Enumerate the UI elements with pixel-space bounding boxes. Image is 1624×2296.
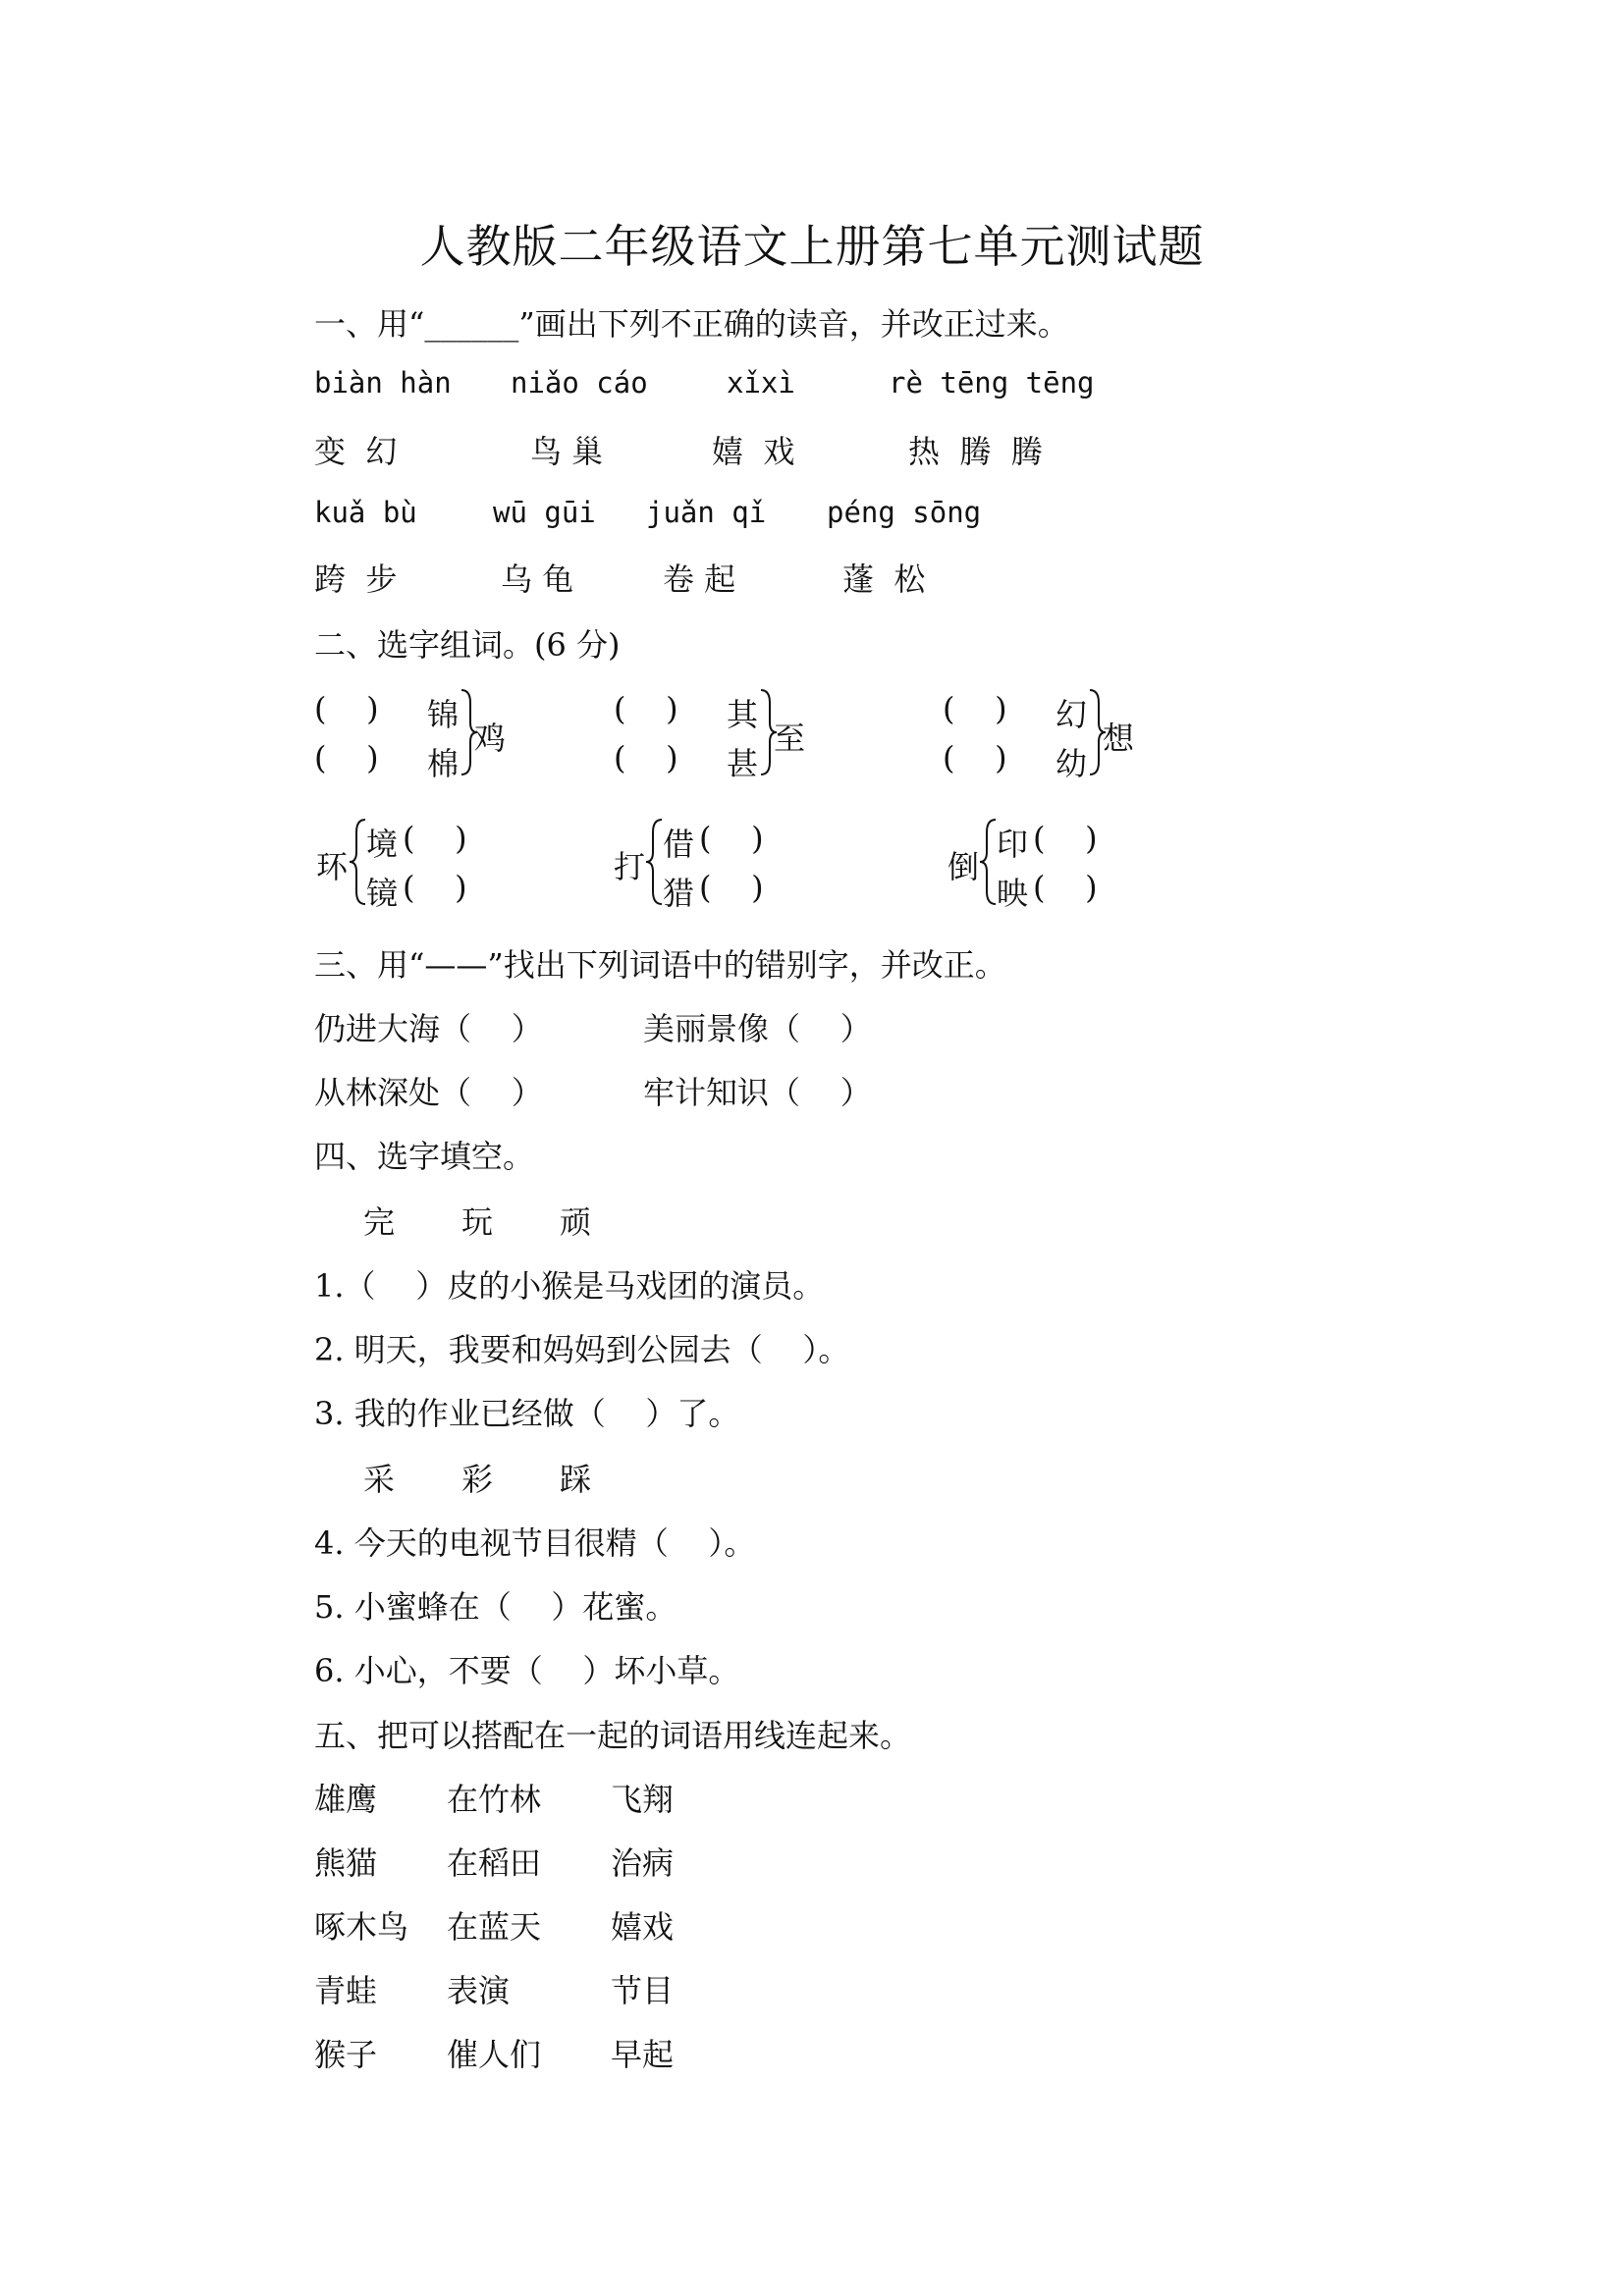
word-item: 蓬 松 [842, 561, 926, 598]
blank-paren: ( ) [314, 739, 379, 776]
word-item: 热 腾 腾 [908, 433, 1043, 470]
blank-paren: ( ) [403, 869, 467, 906]
pinyin-item: juǎn qǐ [646, 496, 767, 529]
left-brace-icon [979, 817, 999, 907]
section2-heading: 二、选字组词。(6 分) [314, 626, 621, 664]
question-item: 6. 小心，不要（ ）坏小草。 [314, 1652, 740, 1689]
option-char: 印 [997, 826, 1029, 863]
root-char: 倒 [947, 848, 980, 885]
match-right-item: 飞翔 [611, 1781, 675, 1818]
pinyin-item: wū gūi [493, 496, 596, 529]
option-char: 映 [997, 875, 1029, 912]
option-char: 采 [363, 1461, 396, 1498]
wrong-word-item: 牢计知识（ ） [643, 1074, 872, 1111]
word-item: 卷 起 [663, 561, 736, 598]
match-middle-item: 表演 [447, 1972, 511, 2009]
match-middle-item: 催人们 [447, 2036, 542, 2073]
left-brace-icon [645, 817, 665, 907]
blank-paren: ( ) [614, 690, 678, 727]
option-char: 彩 [461, 1461, 494, 1498]
left-brace-icon [349, 817, 368, 907]
question-item: 3. 我的作业已经做（ ）了。 [314, 1395, 740, 1432]
root-char: 打 [614, 848, 646, 885]
option-char: 幻 [1056, 696, 1088, 733]
match-left-item: 熊猫 [314, 1844, 378, 1882]
option-char: 幼 [1056, 745, 1088, 782]
blank-paren: ( ) [403, 820, 467, 857]
pinyin-item: xǐxì [727, 366, 795, 400]
blank-paren: ( ) [1033, 820, 1098, 857]
root-char: 环 [316, 848, 349, 885]
section5-heading: 五、把可以搭配在一起的词语用线连起来。 [314, 1717, 912, 1754]
option-char: 猎 [663, 875, 695, 912]
section1-heading: 一、用“______”画出下列不正确的读音，并改正过来。 [314, 305, 1069, 343]
wrong-word-item: 美丽景像（ ） [643, 1010, 872, 1047]
option-char: 境 [366, 826, 399, 863]
question-item: 2. 明天，我要和妈妈到公园去（ ）。 [314, 1331, 850, 1368]
match-middle-item: 在蓝天 [447, 1908, 542, 1946]
option-char: 锦 [427, 696, 460, 733]
target-char: 想 [1103, 720, 1135, 757]
match-right-item: 嬉戏 [611, 1908, 675, 1946]
option-char: 镜 [366, 875, 399, 912]
pinyin-item: péng sōng [827, 496, 982, 529]
pinyin-item: kuǎ bù [314, 496, 417, 529]
question-item: 5. 小蜜蜂在（ ）花蜜。 [314, 1588, 677, 1626]
option-char: 棉 [427, 745, 460, 782]
word-item: 鸟 巢 [530, 433, 604, 470]
pinyin-item: niǎo cáo [511, 366, 648, 400]
option-char: 顽 [560, 1203, 592, 1241]
blank-paren: ( ) [699, 869, 764, 906]
option-char: 甚 [727, 745, 759, 782]
blank-paren: ( ) [943, 690, 1007, 727]
match-left-item: 青蛙 [314, 1972, 378, 2009]
blank-paren: ( ) [1033, 869, 1098, 906]
pinyin-item: rè tēng tēng [889, 366, 1095, 400]
match-right-item: 节目 [611, 1972, 675, 2009]
word-item: 嬉 戏 [712, 433, 795, 470]
question-item: 4. 今天的电视节目很精（ ）。 [314, 1524, 756, 1562]
pinyin-item: biàn hàn [314, 366, 452, 400]
section4-heading: 四、选字填空。 [314, 1138, 535, 1175]
target-char: 至 [774, 720, 806, 757]
option-char: 踩 [560, 1461, 592, 1498]
match-left-item: 猴子 [314, 2036, 378, 2073]
word-item: 乌 龟 [501, 561, 574, 598]
match-middle-item: 在竹林 [447, 1781, 542, 1818]
question-item: 1.（ ）皮的小猴是马戏团的演员。 [314, 1267, 825, 1305]
blank-paren: ( ) [614, 739, 678, 776]
wrong-word-item: 仍进大海（ ） [314, 1010, 543, 1047]
match-left-item: 雄鹰 [314, 1781, 378, 1818]
target-char: 鸡 [474, 720, 507, 757]
match-middle-item: 在稻田 [447, 1844, 542, 1882]
section3-heading: 三、用“——”找出下列词语中的错别字，并改正。 [314, 946, 1006, 984]
blank-paren: ( ) [699, 820, 764, 857]
match-right-item: 早起 [611, 2036, 675, 2073]
wrong-word-item: 从林深处（ ） [314, 1074, 543, 1111]
blank-paren: ( ) [943, 739, 1007, 776]
match-left-item: 啄木鸟 [314, 1908, 409, 1946]
page-title: 人教版二年级语文上册第七单元测试题 [419, 220, 1205, 273]
option-char: 其 [727, 696, 759, 733]
option-char: 玩 [461, 1203, 494, 1241]
word-item: 变 幻 [314, 433, 398, 470]
match-right-item: 治病 [611, 1844, 675, 1882]
word-item: 跨 步 [314, 561, 398, 598]
option-char: 完 [363, 1203, 396, 1241]
blank-paren: ( ) [314, 690, 379, 727]
option-char: 借 [663, 826, 695, 863]
